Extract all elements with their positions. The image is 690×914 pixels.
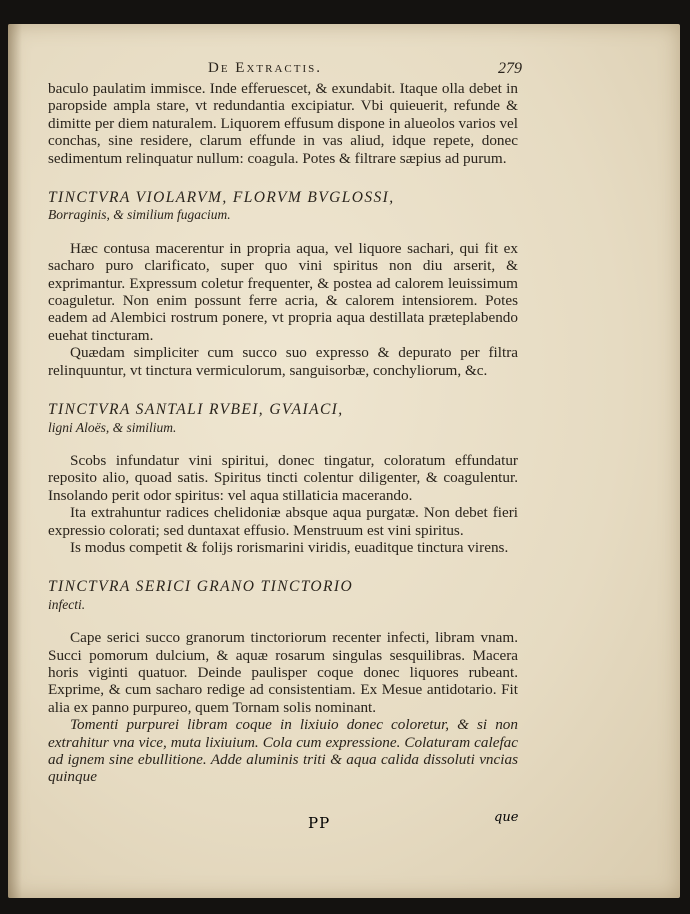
section-subheading-santali: ligni Aloës, & similium. [48,419,177,435]
section-heading-santali: TINCTVRA SANTALI RVBEI, GVAIACI, [48,401,344,419]
catchword: que [494,810,519,825]
page-number: 279 [498,60,522,77]
section-subheading-serici: infecti. [48,596,86,612]
page-gutter-shadow [8,24,22,898]
paragraph-serici-2-italic: Tomenti purpurei libram coque in lixiuio donec coloretur, & si non extrahitur vna vice, muta lixiuium. Cola cum expressione. Colaturam calefac ad ignem sine ebullitione. Adde aluminis triti & aqua calida dissoluti vncias quinque [48,716,518,786]
paragraph-opening: baculo paulatim immisce. Inde efferuescet, & exundabit. Itaque olla debet in paropside ampla stare, vt redundantia excipiatur. Vbi quieuerit, refunde & dimitte per diem naturalem. Liquorem effusum dispone in alueolos varios vel conchas, sine residere, clarum effunde in vas aliud, idque repete, donec sedimentum relinquatur nullum: coagula. Potes & filtrare sæpius ad purum. [48,80,518,167]
signature-mark: PP [308,814,331,832]
section-heading-violarum: TINCTVRA VIOLARVM, FLORVM BVGLOSSI, [48,189,395,207]
paragraph-santali-3: Is modus competit & folijs rorismarini viridis, euaditque tinctura virens. [70,538,509,556]
paragraph-santali-2: Ita extrahuntur radices chelidoniæ absque aqua purgatæ. Non debet fieri expressio colorati; sed duntaxat effusio. Menstruum est vini spiritus. [48,504,518,539]
paragraph-violarum-1: Hæc contusa macerentur in propria aqua, vel liquore sachari, qui fit ex sacharo puro clarificato, super quo vini spiritus non diu arserit, & exprimantur. Expressum coletur frequenter, & postea ad calorem leuissimum coaguletur. Non enim possunt ferre acria, & calorem intensiorem. Potes eadem ad Alembici rostrum ponere, vt propria aqua destillata prætерlabendo euehat tincturam. [48,239,518,344]
paragraph-santali-1: Scobs infundatur vini spiritui, donec tingatur, coloratum effundatur reposito alio, quoad satis. Spiritus tincti colentur diligenter, & coagulentur. Insolando perit odor spiritus: vel aqua stillaticia macerando. [48,451,518,504]
section-heading-serici: TINCTVRA SERICI GRANO TINCTORIO [48,578,354,596]
paragraph-serici-1: Cape serici succo granorum tinctoriorum recenter infecti, libram vnam. Succi pomorum dulcium, & aquæ rosarum singulas sesquilibras. Macera horis viginti quatuor. Deinde paulisper coque donec liquores rubeant. Exprime, & cum sacharo redige ad consistentiam. Ex Mesue antidotario. Fit alia ex panno purpureo, quem Tornam solis nominant. [48,629,518,716]
page-text [48,60,522,786]
running-head [48,60,522,80]
running-title: De Extractis. [208,60,322,76]
book-page [8,24,680,898]
paragraph-violarum-2: Quædam simpliciter cum succo suo expresso & depurato per filtra relinquuntur, vt tinctura vermiculorum, sanguisorbæ, conchyliorum, &c. [48,344,518,379]
section-subheading-violarum: Borraginis, & similium fugacium. [48,207,231,223]
